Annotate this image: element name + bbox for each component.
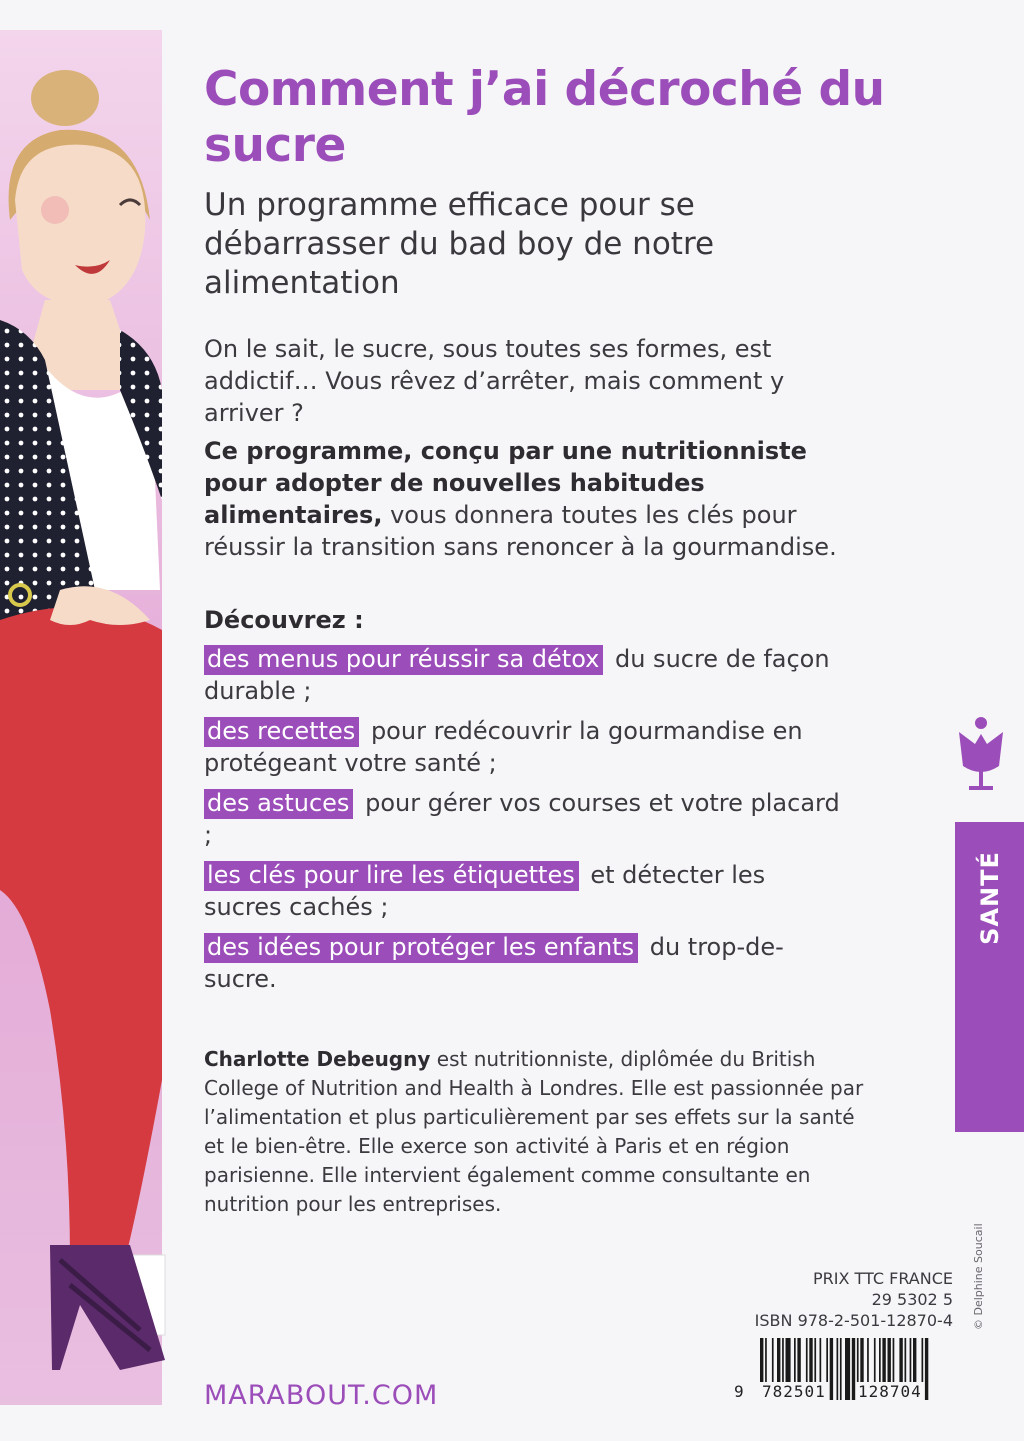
category-label: SANTÉ [975, 851, 1004, 945]
barcode-bar [845, 1338, 850, 1400]
publisher-website: MARABOUT.COM [204, 1380, 439, 1411]
list-item [204, 859, 844, 923]
highlight-text: des astuces [204, 789, 353, 819]
highlight-text: des menus pour réussir sa détox [204, 645, 603, 675]
list-item [204, 787, 844, 851]
author-bio-text: est nutritionniste, diplômée du British College of Nutrition and Health à Londres. Elle est passionnée par l’alimentation et plus particulièrement par ses effets sur la santé et le bien-être. Elle exerce son activité à Paris et en région parisienne. Elle intervient également comme consultante en nutrition pour les entreprises. [204, 1047, 864, 1216]
highlight-text: les clés pour lire les étiquettes [204, 861, 579, 891]
item-text: et détecter les sucres cachés ; [204, 861, 766, 921]
publisher-logo-icon [955, 716, 1007, 796]
barcode-bar [925, 1338, 928, 1400]
item-text: pour gérer vos courses et votre placard ; [204, 789, 840, 849]
highlight-text: des recettes [204, 717, 359, 747]
isbn-text: ISBN 978-2-501-12870-4 [754, 1311, 953, 1330]
item-text: pour redécouvrir la gourmandise en protégeant votre santé ; [204, 717, 803, 777]
barcode-bar [830, 1338, 833, 1400]
book-title: Comment j’ai décroché du sucre [204, 62, 885, 173]
price-label: PRIX TTC FRANCE [813, 1269, 953, 1288]
list-item [204, 715, 844, 779]
photo-credit: © Delphine Soucail [972, 1223, 985, 1330]
category-tab [955, 822, 1024, 1132]
barcode-bar [837, 1338, 839, 1400]
barcode-digits-right: 128704 [858, 1382, 922, 1401]
price-code: 29 5302 5 [871, 1290, 953, 1309]
woman-illustration [0, 30, 170, 1405]
discover-label: Découvrez : [204, 606, 364, 634]
list-item [204, 643, 844, 707]
price-info [700, 1268, 953, 1331]
author-name: Charlotte Debeugny [204, 1047, 431, 1071]
program-bold-text: Ce programme, conçu par une nutritionniste pour adopter de nouvelles habitudes alimentaires, [204, 437, 807, 529]
item-text: du trop-de-sucre. [204, 933, 784, 993]
barcode-bar [840, 1338, 842, 1400]
list-item [204, 931, 844, 995]
barcode-bar [852, 1338, 855, 1400]
item-text: du sucre de façon durable ; [204, 645, 830, 705]
book-subtitle: Un programme efficace pour se débarrasser du bad boy de notre alimentation [204, 187, 715, 301]
benefit-list [204, 643, 844, 1003]
barcode-digits-left: 782501 [762, 1382, 826, 1401]
highlight-text: des idées pour protéger les enfants [204, 933, 638, 963]
author-bio [204, 1045, 874, 1219]
barcode-digit-first: 9 [734, 1382, 744, 1401]
program-paragraph [204, 435, 854, 563]
intro-paragraph: On le sait, le sucre, sous toutes ses formes, est addictif… Vous rêvez d’arrêter, mais comment y arriver ? [204, 335, 785, 427]
program-rest-text: vous donnera toutes les clés pour réussir la transition sans renoncer à la gourmandise. [204, 501, 837, 561]
